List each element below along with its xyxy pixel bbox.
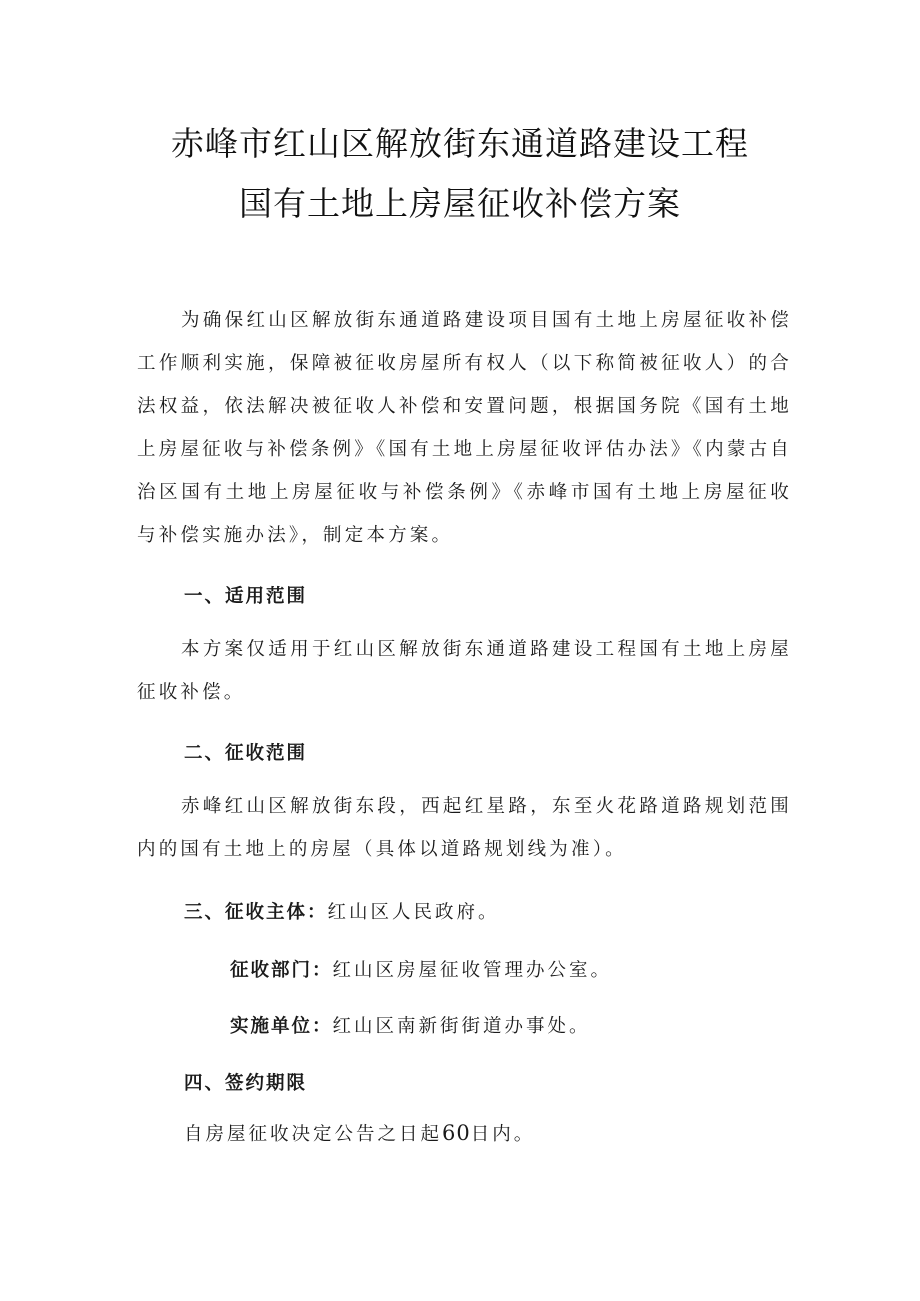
intro-paragraph: 为确保红山区解放街东通道路建设项目国有土地上房屋征收补偿工作顺利实施，保障被征收房屋所有权人（以下称简被征收人）的合法权益，依法解决被征收人补偿和安置问题，根据国务院《国有土地上房屋征收与补偿条例》《国有土地上房屋征收评估办法》《内蒙古自治区国有土地上房屋征收与补偿条例》《赤峰市国有土地上房屋征收与补偿实施办法》，制定本方案。: [137, 310, 792, 546]
section2-body: 赤峰红山区解放街东段，西起红星路，东至火花路道路规划范围内的国有土地上的房屋（具体以道路规划线为准）。: [137, 796, 792, 860]
document-title-line1: 赤峰市红山区解放街东通道路建设工程: [171, 124, 749, 163]
section3-label: 三、征收主体：: [184, 902, 328, 923]
dept-value: 红山区房屋征收管理办公室。: [332, 960, 613, 981]
document-title-line2: 国有土地上房屋征收补偿方案: [239, 184, 681, 223]
section4-heading: 四、签约期限: [184, 1073, 308, 1094]
dept-line: [230, 956, 612, 982]
section4-suffix: 日内。: [470, 1124, 536, 1145]
section2-heading: 二、征收范围: [184, 743, 308, 764]
impl-line: [230, 1012, 591, 1038]
section4-days: 60: [442, 1121, 471, 1145]
impl-label: 实施单位：: [230, 1016, 333, 1037]
impl-value: 红山区南新街街道办事处。: [332, 1016, 591, 1037]
section4-prefix: 自房屋征收决定公告之日起: [184, 1124, 443, 1145]
dept-label: 征收部门：: [230, 960, 333, 981]
section3-value: 红山区人民政府。: [327, 902, 500, 923]
section3-line: [184, 898, 500, 924]
section1-heading: 一、适用范围: [184, 586, 308, 607]
section1-body: 本方案仅适用于红山区解放街东通道路建设工程国有土地上房屋征收补偿。: [137, 639, 792, 703]
section4-body: [184, 1120, 535, 1146]
